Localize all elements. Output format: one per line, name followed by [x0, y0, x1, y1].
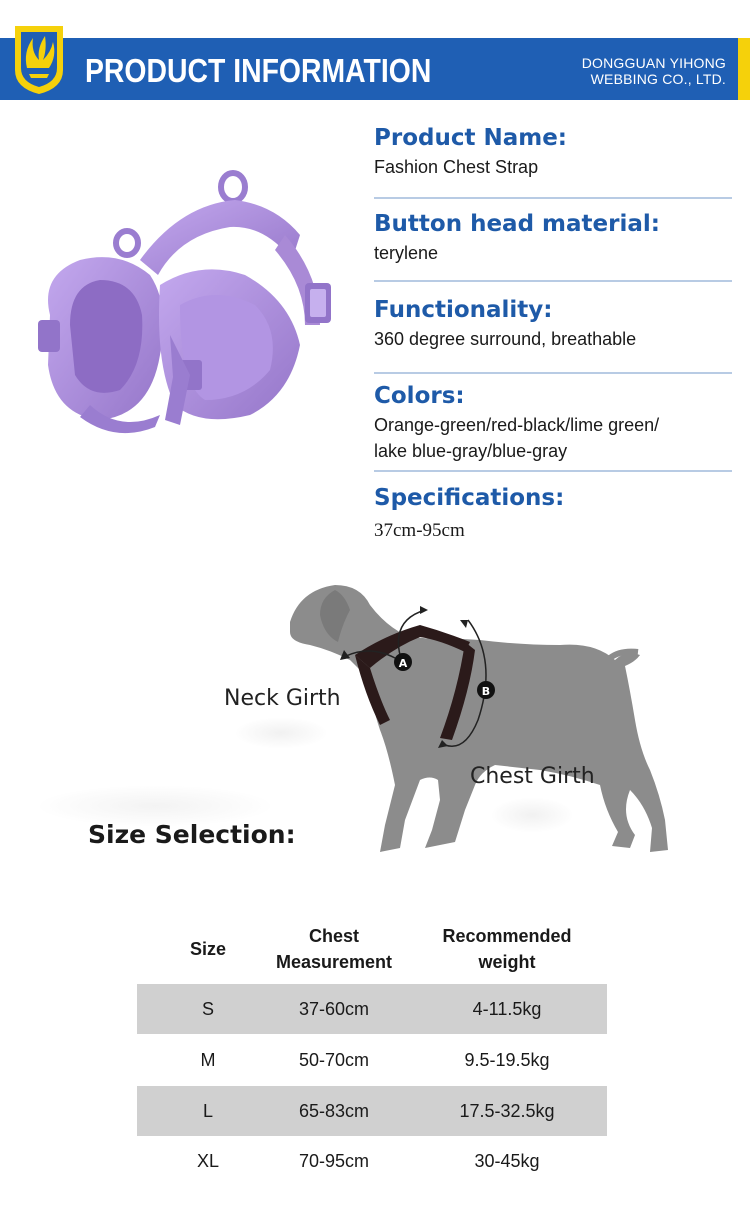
table-row [137, 984, 607, 1034]
info-label: Button head material: [374, 211, 660, 237]
company-name [582, 55, 726, 87]
chest-girth-label: Chest Girth [470, 764, 595, 789]
info-colors [374, 380, 732, 464]
table-row [137, 1034, 607, 1086]
info-value-line2: lake blue-gray/blue-gray [374, 441, 568, 461]
harness-photo [30, 165, 350, 450]
header-chest-line1: Chest [308, 926, 359, 946]
cell-chest: 50-70cm [298, 1049, 370, 1070]
info-value: 360 degree surround, breathable [374, 329, 637, 349]
cell-size: M [200, 1049, 216, 1070]
header-chest-line2: Measurement [275, 952, 393, 972]
cell-weight: 9.5-19.5kg [464, 1049, 550, 1070]
info-functionality [374, 294, 732, 352]
info-value-line1: Orange-green/red-black/lime green/ [374, 415, 660, 435]
cell-chest: 70-95cm [298, 1150, 370, 1171]
info-label: Functionality: [374, 297, 553, 323]
cell-chest: 37-60cm [298, 998, 370, 1019]
info-product-name [374, 122, 732, 180]
header-weight-line2: weight [478, 952, 536, 972]
header-chest [259, 914, 409, 984]
header-size-text: Size [189, 939, 227, 959]
table-row [137, 1086, 607, 1136]
company-name-line2: WEBBING CO., LTD. [590, 71, 726, 87]
cell-weight: 4-11.5kg [472, 998, 542, 1019]
company-name-line1: DONGGUAN YIHONG [581, 55, 726, 71]
divider [374, 280, 732, 282]
info-label: Specifications: [374, 485, 565, 511]
dog-diagram [220, 580, 680, 860]
info-value: terylene [374, 243, 439, 263]
page-title: PRODUCT INFORMATION [85, 52, 432, 89]
company-logo-icon [13, 24, 65, 96]
size-table [137, 914, 607, 1186]
divider [374, 470, 732, 472]
header-weight-line1: Recommended [442, 926, 572, 946]
cell-weight: 17.5-32.5kg [459, 1100, 555, 1121]
neck-girth-label: Neck Girth [224, 686, 341, 711]
header-accent-bar [738, 38, 750, 100]
info-value: Fashion Chest Strap [374, 157, 539, 177]
cell-chest: 65-83cm [298, 1100, 370, 1121]
info-button-head-material [374, 208, 732, 266]
marker-a: A [398, 657, 408, 670]
header-size [137, 914, 279, 984]
cell-size: L [202, 1100, 213, 1121]
header-weight [427, 914, 587, 984]
divider [374, 197, 732, 199]
cell-size: XL [196, 1150, 220, 1171]
table-row [137, 1136, 607, 1186]
info-label: Product Name: [374, 125, 568, 151]
size-selection-title: Size Selection: [88, 820, 296, 849]
info-value: 37cm-95cm [374, 520, 465, 541]
cell-weight: 30-45kg [474, 1150, 540, 1171]
info-label: Colors: [374, 383, 465, 409]
marker-b: B [481, 685, 491, 698]
info-specifications [374, 482, 732, 544]
table-header-row [137, 914, 607, 984]
cell-size: S [201, 998, 214, 1019]
divider [374, 372, 732, 374]
